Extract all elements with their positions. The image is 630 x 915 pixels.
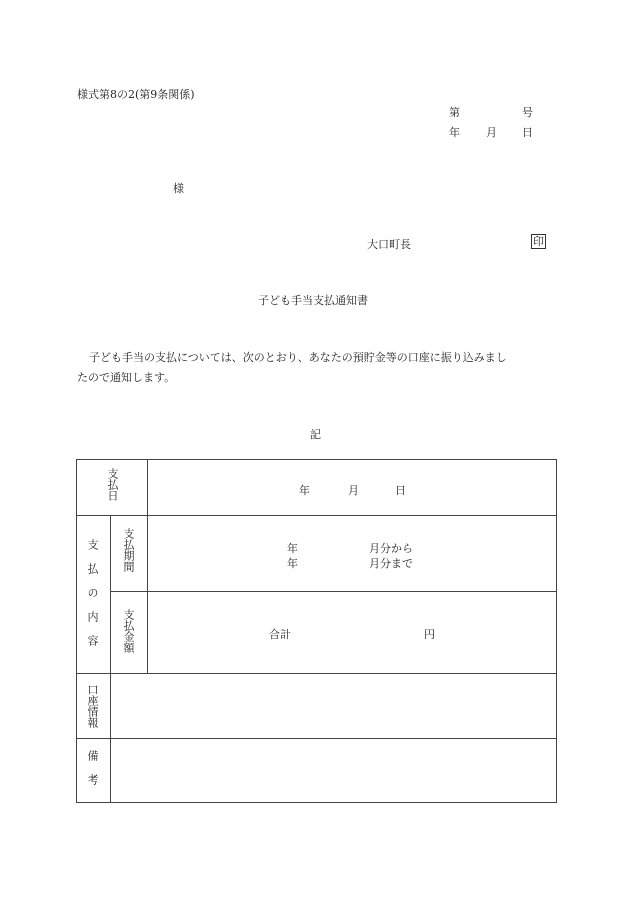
amount-label: 支払金額 [122, 609, 135, 653]
row-divider-4 [76, 738, 557, 739]
period-to-year: 年 [287, 557, 298, 570]
col-divider-paydate [147, 459, 148, 516]
doc-number-prefix: 第 [449, 106, 460, 119]
recipient-suffix: 様 [173, 182, 184, 195]
doc-date-year: 年 [449, 126, 460, 139]
doc-date-month: 月 [486, 126, 497, 139]
pay-date-year: 年 [299, 484, 310, 497]
period-from-year: 年 [287, 542, 298, 555]
row-divider-3 [76, 673, 557, 674]
document-title: 子ども手当支払通知書 [258, 294, 368, 307]
period-to-month: 月分まで [369, 557, 413, 570]
col-divider-sublabel [147, 515, 148, 674]
table-border-right [556, 459, 557, 803]
table-border-left [76, 459, 77, 803]
row-divider-2 [110, 591, 557, 592]
seal-stamp: 印 [533, 235, 544, 248]
yen-label: 円 [424, 628, 435, 641]
row-divider-1 [76, 515, 557, 516]
issuer-name: 大口町長 [367, 238, 411, 251]
total-label: 合計 [269, 628, 291, 641]
doc-number-suffix: 号 [522, 106, 533, 119]
doc-date-day: 日 [522, 126, 533, 139]
body-line-1: 子ども手当の支払については、次のとおり、あなたの預貯金等の口座に振り込みまし [89, 351, 507, 364]
period-label: 支払期間 [122, 528, 135, 572]
form-id: 様式第8の2(第9条関係) [77, 88, 195, 101]
period-from-month: 月分から [369, 542, 413, 555]
pay-date-month: 月 [348, 484, 359, 497]
table-border-top [76, 459, 557, 460]
content-label: 支払の内容 [86, 539, 99, 659]
pay-date-day: 日 [395, 484, 406, 497]
col-divider-content [110, 515, 111, 803]
body-line-2: たので通知します。 [77, 371, 176, 384]
ki-label: 記 [310, 428, 321, 441]
pay-date-label: 支払日 [106, 468, 119, 501]
remarks-label: 備考 [86, 750, 99, 798]
account-label: 口座情報 [86, 684, 99, 728]
table-border-bottom [76, 802, 557, 803]
